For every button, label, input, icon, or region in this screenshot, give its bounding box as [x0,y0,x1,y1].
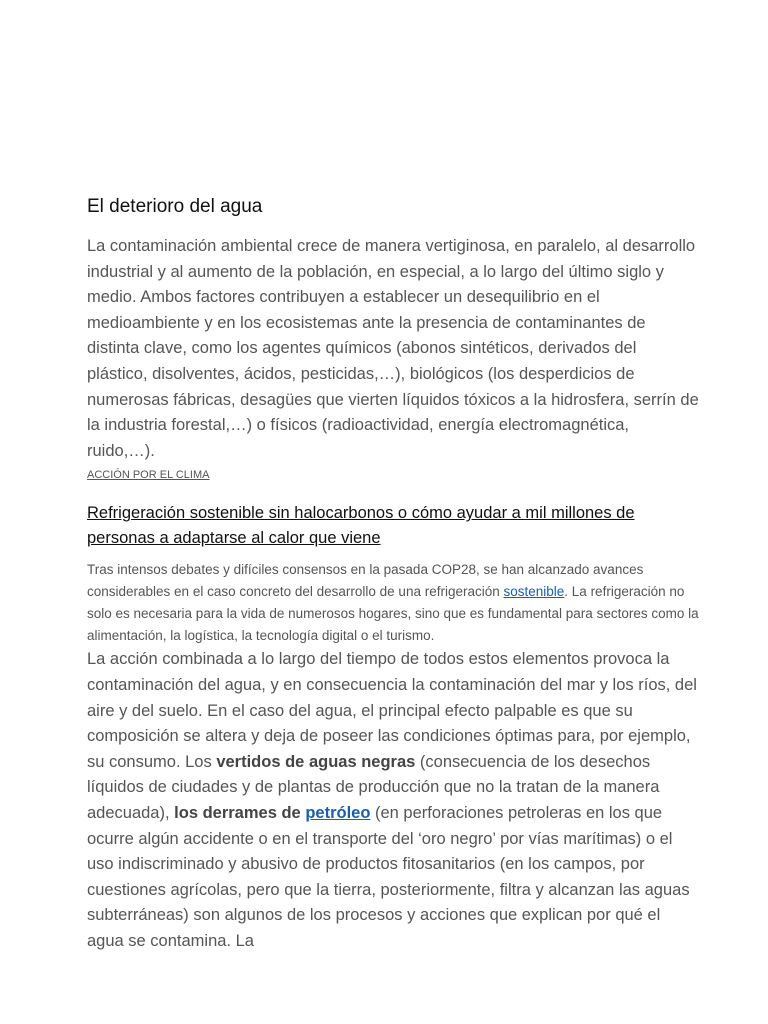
related-article-headline-link[interactable]: Refrigeración sostenible sin halocarbonos o cómo ayudar a mil millones de personas a adaptarse al calor que viene [87,504,635,548]
category-tag-link[interactable]: ACCIÓN POR EL CLIMA [87,469,210,482]
body-text-3: (en perforaciones petroleras en los que ocurre algún accidente o en el transporte del ‘oro negro’ por vías marítimas) o el uso indiscriminado y abusivo de productos fitosanitarios (en los campos, por cuestiones agrícolas, pero que la tierra, posteriormente, filtra y alcanzan las aguas subterráneas) son algunos de los procesos y acciones que explican por qué el agua se contamina. La [87,803,690,950]
article-title: El deterioro del agua [87,196,263,217]
body-text-2: (consecuencia de los desechos líquidos de ciudades y de plantas de producción que no la tratan de la manera adecuada), [87,752,660,822]
petroleo-link[interactable]: petróleo [305,803,371,822]
excerpt-text-before: Tras intensos debates y difíciles consensos en la pasada COP28, se han alcanzado avances considerables en el caso concreto del desarrollo de una refrigeración [87,562,644,600]
bold-derrames: los derrames de [174,803,306,822]
excerpt-text-after: . La refrigeración no solo es necesaria para la vida de numerosos hogares, sino que es fundamental para sectores como la alimentación, la logística, la tecnología digital o el turismo. [87,584,699,644]
bold-vertidos: vertidos de aguas negras [216,752,416,771]
sostenible-link[interactable]: sostenible [503,584,565,600]
body-text-1: La acción combinada a lo largo del tiempo de todos estos elementos provoca la contaminación del agua, y en consecuencia la contaminación del mar y los ríos, del aire y del suelo. En el caso del agua, el principal efecto palpable es que su composición se altera y deja de poseer las condiciones óptimas para, por ejemplo, su consumo. Los [87,650,697,771]
article [87,194,699,954]
related-article-excerpt [87,559,699,647]
body-paragraph [87,647,699,954]
intro-paragraph: La contaminación ambiental crece de manera vertiginosa, en paralelo, al desarrollo industrial y al aumento de la población, en especial, a lo largo del último siglo y medio. Ambos factores contribuyen a establecer un desequilibrio en el medioambiente y en los ecosistemas ante la presencia de contaminantes de distinta clave, como los agentes químicos (abonos sintéticos, derivados del plástico, disolventes, ácidos, pesticidas,…), biológicos (los desperdicios de numerosas fábricas, desagües que vierten líquidos tóxicos a la hidrosfera, serrín de la industria forestal,…) o físicos (radioactividad, energía electromagnética, ruido,…). [87,237,699,460]
